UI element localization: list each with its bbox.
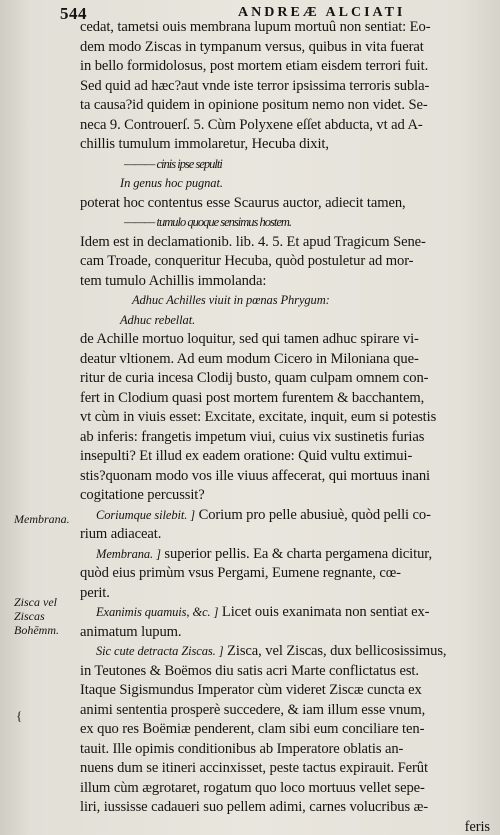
text-line: vt cùm in viuis esset: Excitate, excitate, inquit, eum si potestis [80, 409, 437, 425]
text-line: cam Troade, conqueritur Hecuba, quòd postuletur ad mor- [80, 253, 414, 269]
text-line: animatum lupum. [80, 623, 182, 640]
text-line: in Teutones & Boëmos diu satis acri Marte conflictatus est. [80, 662, 419, 679]
lemma: Sic cute detracta Ziscas. ] [96, 644, 224, 658]
commentary-text: Zisca, vel Ziscas, dux bellicosissimus, [223, 643, 447, 659]
page-number: 544 [60, 4, 87, 23]
text-line: quòd eius primùm vsus Pergami, Eumene regnante, cœ- [80, 565, 401, 581]
text-line: stis?quonam modo vos ille viuus affecerat, qui mortuus inani [80, 467, 431, 484]
text-line: neca 9. Controuerſ. 5. Cùm Polyxene eſſet abducta, vt ad A- [80, 116, 423, 133]
text-line: cogitatione percussit? [80, 487, 205, 503]
lemma: Exanimis quamuis, &c. ] [96, 605, 219, 619]
text-line: nuens dum se itineri accinxisset, peste tactus expirauit. Ferût [80, 760, 428, 776]
text-line: ex quo res Boëmiæ penderent, clam sibi eum conciliare ten- [80, 721, 425, 737]
text-line: Itaque Sigismundus Imperator cùm videret Ziscæ cuncta ex [80, 682, 422, 698]
text-line: ritur de curia incesa Clodij busto, quam culpam omnem con- [80, 370, 429, 386]
text-line [80, 506, 490, 526]
text-line: tem tumulo Achillis immolanda: [80, 272, 267, 289]
text-line: tauit. Ille opimis conditionibus ab Imperatore oblatis an- [80, 740, 404, 757]
text-line: deatur vltionem. Ad eum modum Cicero in Miloniana que- [80, 350, 419, 367]
margin-note: Membrana. [14, 512, 70, 526]
text-line: dem modo Ziscas in tympanum versus, quibus in vita fuerat [80, 38, 424, 55]
text-line: In genus hoc pugnat. [120, 176, 223, 190]
commentary-text: Licet ouis exanimata non sentiat ex- [218, 604, 430, 620]
text-line: ——— tumulo quoque sensimus hostem. [124, 215, 292, 229]
text-line: ta causa?id quidem in opinione positum nemo non videt. Se- [80, 97, 428, 113]
catchword: feris [464, 818, 490, 835]
text-line: insepulti? Et illud ex eadem oratione: Quid vultu extimui- [80, 448, 413, 464]
text-line: ——— cinis ipse sepulti [124, 156, 222, 171]
text-line: illum cùm ægrotaret, rogatum quo loco mortuus vellet sepe- [80, 779, 425, 796]
text-line: chillis tumulum immolaretur, Hecuba dixit, [80, 136, 329, 152]
text-line [80, 603, 490, 623]
text-line: animi sententia prosperè succedere, & iam illum esse vnum, [80, 701, 426, 718]
text-line: Adhuc Achilles viuit in pœnas Phrygum: [132, 293, 330, 307]
text-line: perit. [80, 584, 110, 601]
running-head: ANDREÆ ALCIATI [238, 5, 406, 20]
text-line: poterat hoc contentus esse Scaurus auctor, adiecit tamen, [80, 194, 406, 211]
text-line [80, 545, 490, 565]
commentary-text: superior pellis. Ea & charta pergamena dicitur, [160, 545, 432, 562]
text-line: de Achille mortuo loquitur, sed qui tamen adhuc spirare vi- [80, 331, 419, 347]
text-line: cedat, tametsi ouis membrana lupum mortuû non sentiat: Eo- [80, 19, 431, 35]
lemma: Membrana. ] [96, 546, 161, 561]
lemma: Coriumque silebit. ] [96, 507, 196, 522]
commentary-text: Corium pro pelle abusiuè, quòd pelli co- [195, 506, 431, 523]
text-line: Idem est in declamationib. lib. 4. 5. Et apud Tragicum Sene- [80, 233, 426, 250]
text-line: in bello formidolosus, post mortem etiam eisdem terrori fuit. [80, 58, 429, 74]
text-line: rium adiaceat. [80, 526, 162, 542]
text-block [80, 18, 490, 835]
text-line: Adhuc rebellat. [120, 312, 196, 327]
text-line: Sed quid ad hæc?aut vnde iste terror ipsissima terroris subla- [80, 77, 430, 94]
text-line: liri, iussisse cadaueri suo pellem adimi, carnes volucribus æ- [80, 799, 429, 815]
text-line [80, 642, 490, 662]
text-line: ab inferis: frangetis impetum viui, cuius vix sustinetis furias [80, 428, 425, 445]
text-line: fert in Clodium quasi post mortem furentem & bacchantem, [80, 389, 425, 406]
margin-note: Zisca vel Ziscas Bohēmm. [14, 595, 59, 637]
margin-bracket-mark: { [16, 708, 23, 723]
